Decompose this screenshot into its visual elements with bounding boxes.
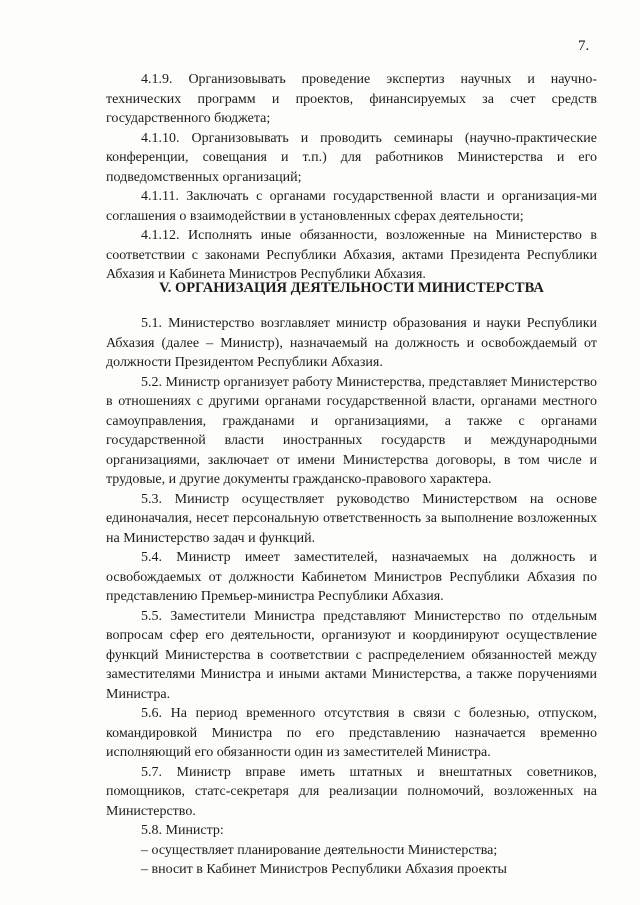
page-number: 7. <box>578 38 590 54</box>
clause-4-1-10: 4.1.10. Организовывать и проводить семинары (научно-практические конференции, совещания и т.п.) для работников Министерства и его подведомственных организаций; <box>106 130 597 185</box>
section-5-heading: V. ОРГАНИЗАЦИЯ ДЕЯТЕЛЬНОСТИ МИНИСТЕРСТВА <box>159 280 544 296</box>
clause-5-8-line: – осуществляет планирование деятельности Министерства; <box>141 842 498 858</box>
clause-5-2: 5.2. Министр организует работу Министерства, представляет Министерство в отношениях с другими органами государственной власти, органами местного самоуправления, гражданами и организациями, а также с органами государственной власти иностранных государств и международными организациями, заключает от имени Министерства договоры, в том числе и трудовые, и другие документы гражданско-правового характера. <box>106 374 597 487</box>
clause-5-3: 5.3. Министр осуществляет руководство Министерством на основе единоначалия, несет персональную ответственность за выполнение возложенных на Министерство задач и функций. <box>106 491 597 546</box>
clause-5-5: 5.5. Заместители Министра представляют Министерство по отдельным вопросам сфер его деятельности, организуют и координируют осуществление функций Министерства в соответствии с распределением обязанностей между заместителями Министра и иными актами Министерства, а также поручениями Министра. <box>106 608 597 702</box>
clause-5-4: 5.4. Министр имеет заместителей, назначаемых на должность и освобождаемых от должности Кабинетом Министров Республики Абхазия по представлению Премьер-министра Республики Абхазия. <box>106 550 597 604</box>
clause-4-1-11: 4.1.11. Заключать с органами государственной власти и организация-ми соглашения о взаимодействии в установленных сферах деятельности; <box>106 189 597 224</box>
section-4-continuation <box>106 70 597 285</box>
clause-5-1: 5.1. Министерство возглавляет министр образования и науки Республики Абхазия (далее – Министр), назначаемый на должность и освобождаемый от должности Президентом Республики Абхазия. <box>106 316 597 370</box>
section-5-body <box>106 314 597 880</box>
clause-5-8: 5.8. Министр: <box>141 823 224 838</box>
clause-5-6: 5.6. На период временного отсутствия в связи с болезнью, отпуском, командировкой Министра по его представлению назначается временно исполняющий его обязанности один из заместителей Министра. <box>106 706 597 760</box>
clause-5-8-line: – вносит в Кабинет Министров Республики Абхазия проекты <box>141 862 507 877</box>
clause-4-1-9: 4.1.9. Организовывать проведение экспертиз научных и научно-технических программ и проектов, финансируемых за счет средств государственного бюджета; <box>106 72 597 126</box>
clause-4-1-12: 4.1.12. Исполнять иные обязанности, возложенные на Министерство в соответствии с законами Республики Абхазия, актами Президента Республики Абхазия и Кабинета Министров Республики Абхазия. <box>106 228 597 282</box>
clause-5-7: 5.7. Министр вправе иметь штатных и внештатных советников, помощников, статс-секретаря для реализации полномочий, возложенных на Министерство. <box>106 764 597 819</box>
